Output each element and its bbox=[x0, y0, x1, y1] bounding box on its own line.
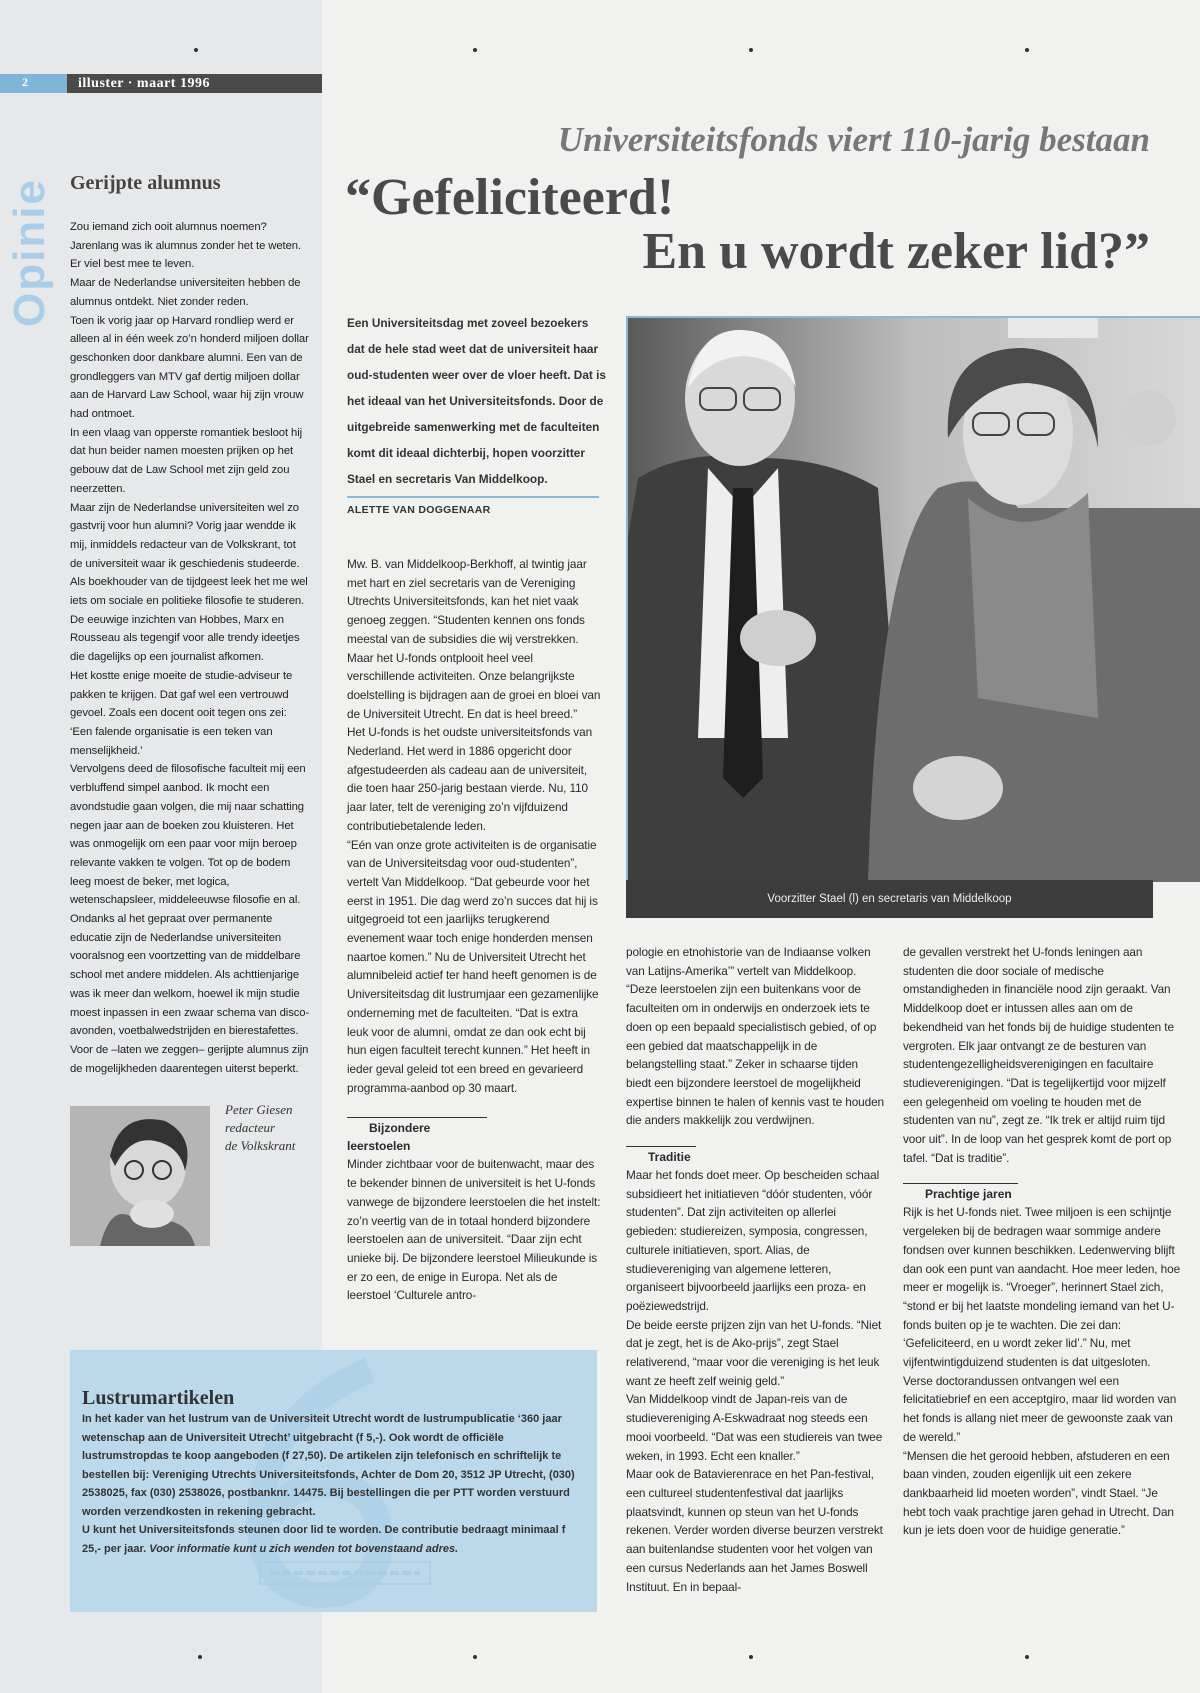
lustrum-paragraph: In het kader van het lustrum van de Universiteit Utrecht wordt de lustrumpublicatie ‘360 jaar wetenschap aan de Universiteit Utrecht’ uitgebracht (f 5,-). Ook wordt de officiële lustrumstropdas te koop aangeboden (f 27,50). De artikelen zijn telefonisch en schriftelijk te bestellen bij: Vereniging Utrechts Universiteitsfonds, Achter de Dom 20, 3512 JP Utrecht, (030) 2538025, fax (030) 2538026, postbanknr. 14475. Bij bestellingen die per PTT worden verstuurd worden verzendkosten in rekening gebracht. bbox=[82, 1413, 575, 1518]
subheading: Prachtige jaren bbox=[903, 1183, 1018, 1203]
registration-dot bbox=[473, 1655, 477, 1659]
section-label-text: Opinie bbox=[5, 178, 54, 327]
article-photo bbox=[626, 316, 1200, 882]
paragraph: “Eén van onze grote activiteiten is de organisatie van de Universiteitsdag voor oud-studenten”, vertelt Van Middelkoop. “Dat gebeurde voor het eerst in 1951. Die dag werd zo’n succes dat hij is uitgegroeid tot een jaarlijks terugkerend evenement waar toch enige honderden mensen naartoe komen.” Nu de Universiteit Utrecht het alumnibeleid actief ter hand heeft genomen is de Universiteitsdag dit lustrumjaar een gezamenlijke onderneming met de faculteiten. “Dat is extra leuk voor de alumni, omdat ze dan ook echt bij hun eigen faculteit terecht kunnen.” Het heeft in ieder geval geleid tot een breed en gevarieerd programma-aanbod op 30 maart. bbox=[347, 837, 599, 1095]
registration-dot bbox=[198, 1655, 202, 1659]
paragraph: Het kostte enige moeite de studie-adviseur te pakken te krijgen. Dat gaf wel een vertrouwd gevoel. Zoals een docent ooit tegen ons zei: ‘Een falende organisatie is een teken van menselijkheid.’ bbox=[70, 669, 293, 757]
section-label bbox=[6, 172, 56, 332]
paragraph: Maar de Nederlandse universiteiten hebben de alumnus ontdekt. Niet zonder reden. bbox=[70, 277, 301, 308]
paragraph: Minder zichtbaar voor de buitenwacht, maar des te bekender binnen de universiteit is het U-fonds vanwege de bijzondere leerstoelen die het instelt: zo’n veertig van de in totaal honderd bijzondere leerstoelen aan de universiteit. “Daar zijn echt unieke bij. De bijzondere leerstoel Milieukunde is er zo een, de enige in Europa. Net als de leerstoel ‘Culturele antro- bbox=[347, 1157, 601, 1303]
author-paper: de Volkskrant bbox=[225, 1138, 296, 1154]
masthead-title: illuster · maart 1996 bbox=[78, 76, 210, 91]
lustrum-info: Voor informatie kunt u zich wenden tot bovenstaand adres. bbox=[149, 1542, 459, 1555]
paragraph: Maar ook de Batavierenrace en het Pan-festival, een cultureel studentenfestival dat jaarlijks plaatsvindt, kunnen op steun van het U-fonds rekenen. Verder worden diverse beurzen verstrekt aan buitenlandse studenten voor het volgen van een cursus Nederlands aan het James Boswell Instituut. En in bepaal- bbox=[626, 1467, 883, 1594]
headline-line-1: “Gefeliciteerd! bbox=[345, 169, 675, 226]
article-kicker: Universiteitsfonds viert 110-jarig bestaan bbox=[557, 120, 1150, 159]
subheading: Traditie bbox=[626, 1146, 696, 1166]
paragraph: Mw. B. van Middelkoop-Berkhoff, al twintig jaar met hart en ziel secretaris van de Vereniging Utrechts Universiteitsfonds, kan het niet vaak genoeg zeggen. “Studenten kennen ons fonds meestal van de subsidies die wij verstrekken. Maar het U-fonds ontplooit heel veel verschillende activiteiten. Onze belangrijkste doelstelling is bijdragen aan de groei en bloei van de Universiteit Utrecht. En dat is heel breed.” bbox=[347, 557, 601, 721]
lustrum-text bbox=[70, 1410, 597, 1572]
photo-caption: Voorzitter Stael (l) en secretaris van Middelkoop bbox=[767, 893, 1012, 905]
author-portrait bbox=[70, 1106, 210, 1246]
paragraph: Toen ik vorig jaar op Harvard rondliep werd er alleen al in één week zo’n honderd miljoen dollar geschonken door dankbare alumni. Een van de grondleggers van MTV gaf dertig miljoen dollar aan de Harvard Law School, waar hij zijn vrouw had ontmoet. bbox=[70, 314, 309, 421]
paragraph: Het U-fonds is het oudste universiteitsfonds van Nederland. Het werd in 1886 opgericht door afgestudeerden als cadeau aan de universiteit, die toen haar 250-jarig bestaan vierde. Nu, 110 jaar later, telt de vereniging zo’n vijfduizend contributiebetalende leden. bbox=[347, 725, 593, 833]
opinion-title: Gerijpte alumnus bbox=[70, 172, 221, 194]
registration-dot bbox=[749, 48, 753, 52]
subheading: Bijzondere leerstoelen bbox=[347, 1117, 487, 1155]
article-intro: Een Universiteitsdag met zoveel bezoekers dat de hele stad weet dat de universiteit haar oud-studenten weer over de vloer heeft. Dat is het ideaal van het Universiteitsfonds. Door de uitgebreide samenwerking met de faculteiten komt dit ideaal dichterbij, hopen voorzitter Stael en secretaris Van Middelkoop. bbox=[347, 316, 606, 486]
registration-dot bbox=[473, 48, 477, 52]
paragraph: Vervolgens deed de filosofische faculteit mij een verbluffend simpel aanbod. Ik mocht een avondstudie gaan volgen, die mij naar schatting negen jaar aan de boeken zou kluisteren. Het was onmogelijk om een paar voor mijn beroep relevante vakken te volgen. Tot op de bodem leeg moest de beker, met logica, wetenschapsleer, middeleeuwse filosofie en al. bbox=[70, 763, 306, 907]
paragraph: Van Middelkoop vindt de Japan-reis van de studievereniging A-Eskwadraat nog steeds een mooi voorbeeld. “Dat was een studiereis van twee weken, in 1993. Echt een knaller.” bbox=[626, 1392, 883, 1463]
intro-block bbox=[347, 310, 609, 516]
author-name: Peter Giesen bbox=[225, 1102, 293, 1118]
lustrum-membership: U kunt het Universiteitsfonds steunen door lid te worden. De contributie bedraagt minimaal f 25,- per jaar. bbox=[82, 1524, 566, 1555]
page-number: 2 bbox=[22, 75, 28, 89]
paragraph: “Mensen die het gerooid hebben, afstuderen en een baan vinden, zouden eigenlijk uit een zekere dankbaarheid lid moeten worden”, vindt Stael. “Je hebt toch vaak prachtige jaren gehad in Utrecht. Dan kun je iets doen voor de huidige generatie.” bbox=[903, 1448, 1174, 1538]
headline-line-2: En u wordt zeker lid?” bbox=[642, 223, 1150, 280]
lustrum-title: Lustrumartikelen bbox=[82, 1387, 235, 1409]
paragraph: pologie en etnohistorie van de Indiaanse volken van Latijns-Amerika’” vertelt van Middelkoop. “Deze leerstoelen zijn een buitenkans voor de faculteiten om in onderwijs en onderzoek iets te doen op een bepaald specialistisch gebied, of op een gebied dat maatschappelijk in de belangstelling staat.” Zeker in schaarse tijden biedt een bijzondere leerstoel de mogelijkheid expertise binnen te halen of kennis vast te houden die anders makkelijk zou verdwijnen. bbox=[626, 945, 884, 1128]
paragraph: de gevallen verstrekt het U-fonds leningen aan studenten die door sociale of medische omstandigheden in financiële nood zijn geraakt. Van Middelkoop doet er intussen alles aan om de bekendheid van het fonds bij de huidige studenten te vergroten. Elk jaar ontvangt ze de besturen van studentengezelligheidsverenigingen en facultaire studieverenigingen. “Dat is tegelijkertijd voor mijzelf een gelegenheid om voeling te houden met de studenten van nu”, zegt ze. “Ik trek er altijd ruim tijd voor uit”. In de loop van het gesprek komt de port op tafel. “Dat is traditie”. bbox=[903, 945, 1174, 1165]
paragraph: Rijk is het U-fonds niet. Twee miljoen is een schijntje vergeleken bij de bedragen waar sommige andere fondsen over kunnen beschikken. Ledenwerving blijft dan ook een punt van aandacht. Hoe meer leden, hoe meer er mogelijk is. “Vroeger”, herinnert Stael zich, “stond er bij het laatste mondeling iemand van het U-fonds buiten op je te wachten. Die zei dan: ‘Gefeliciteerd, en u wordt zeker lid’.” Nu, met vijfentwintigduizend studenten is dat uitgesloten. Verse doctorandussen ontvangen wel een felicitatiebrief en een acceptgiro, maar lid worden van het fonds is allang niet meer de gewoonste zaak van de wereld.” bbox=[903, 1205, 1181, 1444]
registration-dot bbox=[194, 48, 198, 52]
author-role: redacteur bbox=[225, 1120, 276, 1136]
registration-dot bbox=[1025, 48, 1029, 52]
byline-rule bbox=[347, 496, 599, 498]
byline: ALETTE VAN DOGGENAAR bbox=[347, 504, 491, 516]
lustrum-box bbox=[70, 1350, 597, 1612]
header-accent-bar bbox=[0, 74, 67, 93]
paragraph: Maar het fonds doet meer. Op bescheiden schaal subsidieert het initiatieven “dóór studenten, vóór studenten”. Dat zijn activiteiten op allerlei gebieden: studiereizen, symposia, congressen, culturele initiatieven, sport. Alias, de studievereniging van algemene letteren, organiseert bijvoorbeeld jaarlijks een proza- en poëziewedstrijd. bbox=[626, 1168, 880, 1313]
paragraph: Zou iemand zich ooit alumnus noemen? Jarenlang was ik alumnus zonder het te weten. Er viel best mee te leven. bbox=[70, 221, 301, 271]
paragraph: De beide eerste prijzen zijn van het U-fonds. “Niet dat je zegt, het is de Ako-prijs”, zegt Stael relativerend, “maar voor die vereniging is het leuk want ze heeft zelf weinig geld.” bbox=[626, 1317, 882, 1388]
paragraph: Ondanks al het gepraat over permanente educatie zijn de Nederlandse universiteiten vooralsnog een voortzetting van de middelbare school met andere middelen. Als achttienjarige was ik meer dan welkom, hoewel ik mijn studie moest inpassen in een zwaar schema van disco-avonden, voetbalwedstrijden en bierestafettes. Voor de –laten we zeggen– gerijpte alumnus zijn de mogelijkheden daarentegen uiterst beperkt. bbox=[70, 913, 310, 1075]
article-column-2 bbox=[347, 555, 602, 1305]
registration-dot bbox=[749, 1655, 753, 1659]
article-column-4 bbox=[903, 943, 1183, 1540]
article-column-3 bbox=[626, 943, 884, 1596]
opinion-flow bbox=[70, 218, 310, 1246]
opinion-body bbox=[70, 218, 310, 1078]
registration-dot bbox=[1025, 1655, 1029, 1659]
author-row bbox=[70, 1102, 310, 1246]
paragraph: Maar zijn de Nederlandse universiteiten wel zo gastvrij voor hun alumni? Vorig jaar wendde ik mij, inmiddels redacteur van de Volkskrant, tot de universiteit waar ik geschiedenis studeerde. Als boekhouder van de tijdgeest leek het me wel iets om sociale en politieke filosofie te studeren. De eeuwige inzichten van Hobbes, Marx en Rousseau als tegengif voor alle trendy ideetjes die dagelijks op een journalist afkomen. bbox=[70, 501, 308, 664]
paragraph: In een vlaag van opperste romantiek besloot hij dat hun beider namen moesten prijken op het gebouw dat de Law School met zijn geld zou neerzetten. bbox=[70, 426, 303, 495]
author-credit bbox=[225, 1101, 295, 1246]
